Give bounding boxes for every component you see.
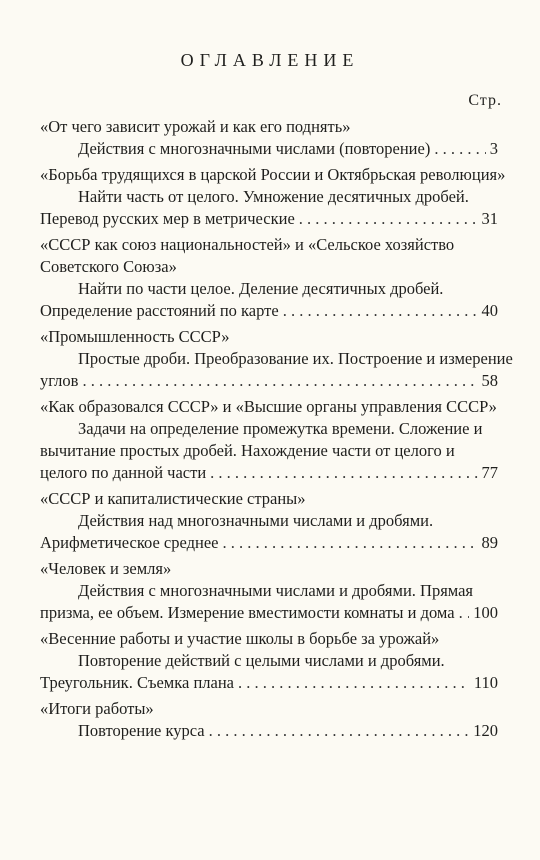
toc-page-number: 100 [473,603,498,622]
toc-entry-line: Найти часть от целого. Умножение десятичных дробей. [78,187,469,206]
toc-page-number: 3 [489,139,498,158]
dot-leader [283,300,478,322]
page-column-header: Стр. [468,92,502,109]
toc-entry-line: вычитание простых дробей. Нахождение части от целого и [40,441,455,460]
toc-entry-text: призма, ее объем. Измерение вместимости комнаты и дома [40,603,455,622]
toc-entry-line: Действия с многозначными числами и дробями. Прямая [78,581,474,600]
toc-entry-heading: «СССР как союз национальностей» и «Сельское хозяйство [40,235,455,254]
toc-entry [0,698,540,742]
toc-entry [0,558,540,624]
toc-page-number: 31 [481,209,498,228]
toc-entry-line [0,602,540,624]
toc-page-number: 89 [481,533,498,552]
toc-entry [0,116,540,160]
toc-page-number: 40 [481,301,498,320]
toc-entry-line [0,138,540,160]
toc-entry-line: Задачи на определение промежутка времени. Сложение и [78,419,483,438]
toc-entry-heading: Советского Союза» [40,257,177,276]
toc-entry-text: Действия с многозначными числами (повторение) [78,139,431,158]
table-of-contents [0,116,540,746]
page-title: ОГЛАВЛЕНИЕ [180,50,360,70]
toc-entry-text: углов [40,371,79,390]
toc-entry-line: Действия над многозначными числами и дробями. [78,511,434,530]
toc-entry-text: Треугольник. Съемка плана [40,673,234,692]
dot-leader [299,208,478,230]
toc-page-number: 77 [481,463,498,482]
toc-entry-text: целого по данной части [40,463,207,482]
toc-entry-line: Повторение действий с целыми числами и дробями. [78,651,445,670]
dot-leader [222,532,477,554]
toc-page-number: 120 [473,721,498,740]
toc-entry-line: Найти по части целое. Деление десятичных дробей. [78,279,444,298]
toc-entry-heading: «СССР и капиталистические страны» [40,489,306,508]
toc-entry-text: Определение расстояний по карте [40,301,279,320]
toc-entry-line [0,672,540,694]
toc-entry [0,396,540,484]
toc-entry-heading: «Борьба трудящихся в царской России и Октябрьская революция» [40,165,506,184]
toc-entry-heading: «Промышленность СССР» [40,327,230,346]
toc-entry [0,164,540,230]
dot-leader [434,138,485,160]
toc-entry-line [0,720,540,742]
toc-entry-line [0,370,540,392]
toc-entry-heading: «Весенние работы и участие школы в борьбе за урожай» [40,629,440,648]
toc-entry-text: Арифметическое среднее [40,533,219,552]
toc-entry [0,488,540,554]
toc-entry-line [0,462,540,484]
dot-leader [238,672,470,694]
toc-entry-text: Повторение курса [78,721,205,740]
dot-leader [459,602,470,624]
toc-entry [0,628,540,694]
toc-entry-text: Перевод русских мер в метрические [40,209,295,228]
toc-entry [0,234,540,322]
toc-entry-line: Простые дроби. Преобразование их. Построение и измерение [78,349,513,368]
dot-leader [210,462,477,484]
toc-entry-heading: «Как образовался СССР» и «Высшие органы управления СССР» [40,397,497,416]
toc-entry-heading: «От чего зависит урожай и как его поднять» [40,117,351,136]
toc-entry-line [0,532,540,554]
toc-page-number: 58 [481,371,498,390]
dot-leader [209,720,470,742]
toc-entry [0,326,540,392]
toc-entry-heading: «Человек и земля» [40,559,172,578]
toc-entry-line [0,300,540,322]
toc-page-number: 110 [473,673,498,692]
dot-leader [82,370,477,392]
toc-entry-heading: «Итоги работы» [40,699,154,718]
toc-entry-line [0,208,540,230]
